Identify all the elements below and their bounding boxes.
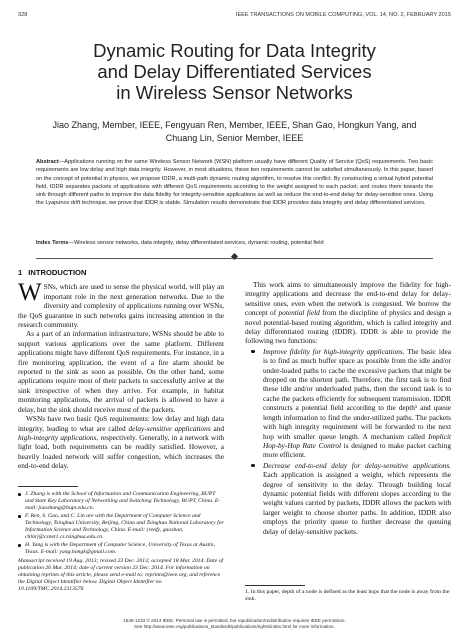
section-heading xyxy=(18,268,224,277)
diamond-icon xyxy=(231,253,238,260)
emphasis-text: high-integrity applications xyxy=(18,432,97,442)
copyright-line: See http://www.ieee.org/publications_standards/publications/rights/index.html for more information. xyxy=(134,624,335,630)
authors-line: Chuang Lin, Senior Member, IEEE xyxy=(165,132,304,143)
footnote-text: 1. In this paper, depth of a node is defined as the least hops that the node is away from the sink. xyxy=(245,589,450,602)
paragraph-text: This work aims to simultaneously improve the fidelity for high-integrity applications and decrease the end-to-end delay for delay-sensitive ones, even when the network is congested. We borrow the concept of xyxy=(245,280,451,318)
emphasis-text: Implicit Hop-by-Hop Rate Control xyxy=(263,431,451,450)
list-item-text: is designed to make packet caching more efficient. xyxy=(263,440,451,460)
manuscript-note: Manuscript received 19 Aug. 2013; revised 23 Dec. 2013; accepted 18 Mar. 2014. Date of publication 26 Mar. 2014; date of current version 23 Dec. 2014. For information on obtaining reprints of this article, please send e-mail to: reprints@ieee.org, and reference the Digital Object Identifier below. Digital Object Identifier no. 10.1109/TMC.2014.2313576 xyxy=(18,558,224,592)
emphasis-text: Improve fidelity for high-integrity applications. xyxy=(263,346,405,356)
footnote-item xyxy=(18,542,224,556)
function-list xyxy=(245,347,451,536)
intro-paragraph-1 xyxy=(18,279,224,330)
list-item xyxy=(245,347,451,460)
paragraph-text: from the discipline of physics and design a novel potential-based routing algorithm, which is called integrity and delay differentiated routing (IDDR). IDDR is able to provide the following two functions: xyxy=(245,308,451,346)
footnote-text: J. Zhang is with the School of Information and Communication Engineering, BUPT and State Key Laboratory of Networking and Switching Technology, BUPT, China. E-mail: jiaozhang@bupt.edu.cn. xyxy=(25,491,221,511)
author-footnotes xyxy=(18,486,224,593)
emphasis-text: potential field xyxy=(278,308,320,318)
bullet-icon xyxy=(18,515,21,518)
footnote-rule xyxy=(245,585,305,586)
abstract xyxy=(36,158,433,208)
section-divider xyxy=(36,254,433,262)
footnote-text: H. Yang is with the Department of Computer Science, University of Texas at Austin, Texas. E-mail: yang.hongk@gmail.com. xyxy=(25,542,215,555)
right-paragraph-1 xyxy=(245,280,451,346)
page-number: 328 xyxy=(18,12,28,18)
intro-paragraph-2: As a part of an information infrastructure, WSNs should be able to support various applications over the same platform. Different applications might have different QoS requirements. For instance, in a fire monitoring application, the event of a fire alarm should be reported to the sink as soon as possible. On the other hand, some applications require most of their packets to successfully arrive at the sink irrespective of when they arrive. For example, in habitat monitoring applications, the arrival of packets is allowed to have a delay, but the sink should receive most of the packets. xyxy=(18,329,224,414)
list-item-text: Each application is assigned a weight, which represents the degree of sensitivity to the delay. Through building local dynamic potential fields with different slopes according to the weight values carried by packets, IDDR allows the packets with larger weight to choose shorter paths. In addition, IDDR also employs the priority queue to further decrease the queuing delay of delay-sensitive packets. xyxy=(263,470,451,536)
footnote-rule xyxy=(18,486,78,487)
emphasis-text: Decrease end-to-end delay for delay-sensitive applications. xyxy=(263,460,451,470)
paragraph-text: SNs, which are used to sense the physical world, will play an important role in the next generation networks. Due to the diversity and complexity of applications running over WSNs, the QoS guarantee in such networks gains increasing attention in the research community. xyxy=(18,282,224,330)
journal-header: IEEE TRANSACTIONS ON MOBILE COMPUTING, VOL. 14, NO. 2, FEBRUARY 2015 xyxy=(235,12,451,18)
paragraph-text: , respectively. Generally, in a network with light load, both requirements can be readily satisfied. However, a heavily loaded network will suffer congestion, which increases the end-to-end delay. xyxy=(18,432,224,471)
bullet-icon xyxy=(18,544,21,547)
title-line: in Wireless Sensor Networks xyxy=(116,82,353,103)
bullet-icon xyxy=(251,464,255,468)
bullet-icon xyxy=(18,493,21,496)
paragraph-text: and xyxy=(210,423,224,433)
title-line: and Delay Differentiated Services xyxy=(97,61,372,82)
paragraph-text: WSNs have two basic QoS requirements: low delay and high data integrity, leading to what are called xyxy=(18,414,224,433)
title-line: Dynamic Routing for Data Integrity xyxy=(93,40,376,61)
depth-footnote xyxy=(245,585,451,603)
copyright-notice xyxy=(0,618,469,630)
index-terms-text: —Wireless sensor networks, data integrity, delay differentiated services, dynamic routing, potential field xyxy=(68,240,324,246)
index-terms-label: Index Terms xyxy=(36,240,69,246)
intro-paragraph-3 xyxy=(18,414,224,470)
index-terms xyxy=(36,239,433,247)
author-list xyxy=(0,119,469,144)
right-column xyxy=(245,280,451,536)
list-item-text: The basic idea is to find as much buffer space as possible from the idle and/or under-loaded paths to cache the excessive packets that might be dropped on the shortest path. Therefore, the first task is to find these idle and/or underloaded paths, then the second task is to cache the packets efficiently for subsequent transmission. IDDR constructs a potential field according to the depth¹ and queue length information to find the under-utilized paths. The packets with high integrity requirement will be forwarded to the next hop with smaller queue length. A mechanism called xyxy=(263,346,451,441)
abstract-label: Abstract xyxy=(36,159,59,165)
authors-line: Jiao Zhang, Member, IEEE, Fengyuan Ren, Member, IEEE, Shan Gao, Hongkun Yang, and xyxy=(52,120,417,130)
left-column xyxy=(18,268,224,471)
bullet-icon xyxy=(251,350,255,354)
footnote-item xyxy=(18,491,224,512)
emphasis-text: delay-sensitive applications xyxy=(128,423,211,433)
footnote-item xyxy=(18,513,224,541)
dropcap: W xyxy=(18,279,42,307)
list-item xyxy=(245,461,451,536)
section-title: INTRODUCTION xyxy=(28,268,87,277)
abstract-text: —Applications running on the same Wireless Sensor Network (WSN) platform usually have different Quality of Service (QoS) requirements. Two basic requirements are low delay and high data integrity. However, in most situations, these two requirements cannot be satisfied simultaneously. In this paper, based on the concept of potential in physics, we propose IDDR, a multi-path dynamic routing algorithm, to resolve this conflict. By constructing a virtual hybrid potential field, IDDR separates packets of applications with different QoS requirements according to the weight assigned to each packet, and routes them towards the sink through different paths to improve the data fidelity for integrity-sensitive applications as well as reduce the end-to-end delay for delay-sensitive ones. Using the Lyapunov drift technique, we prove that IDDR is stable. Simulation results demonstrate that IDDR provides data integrity and delay differentiated services. xyxy=(36,159,433,207)
section-number: 1 xyxy=(18,268,23,277)
copyright-line: 1536-1233 © 2014 IEEE. Personal use is permitted, but republication/redistribution requires IEEE permission. xyxy=(123,618,346,623)
footnote-text: F. Ren, S. Gao, and C. Lin are with the Department of Computer Science and Technology, Tsinghua University, Beijing, China and Tsinghua National Laboratory for Information Science and Technology, China. E-mail: {renfy, gaoshan, chlin}@csnet1.cs.tsinghua.edu.cn. xyxy=(25,513,224,540)
paper-title xyxy=(0,40,469,103)
